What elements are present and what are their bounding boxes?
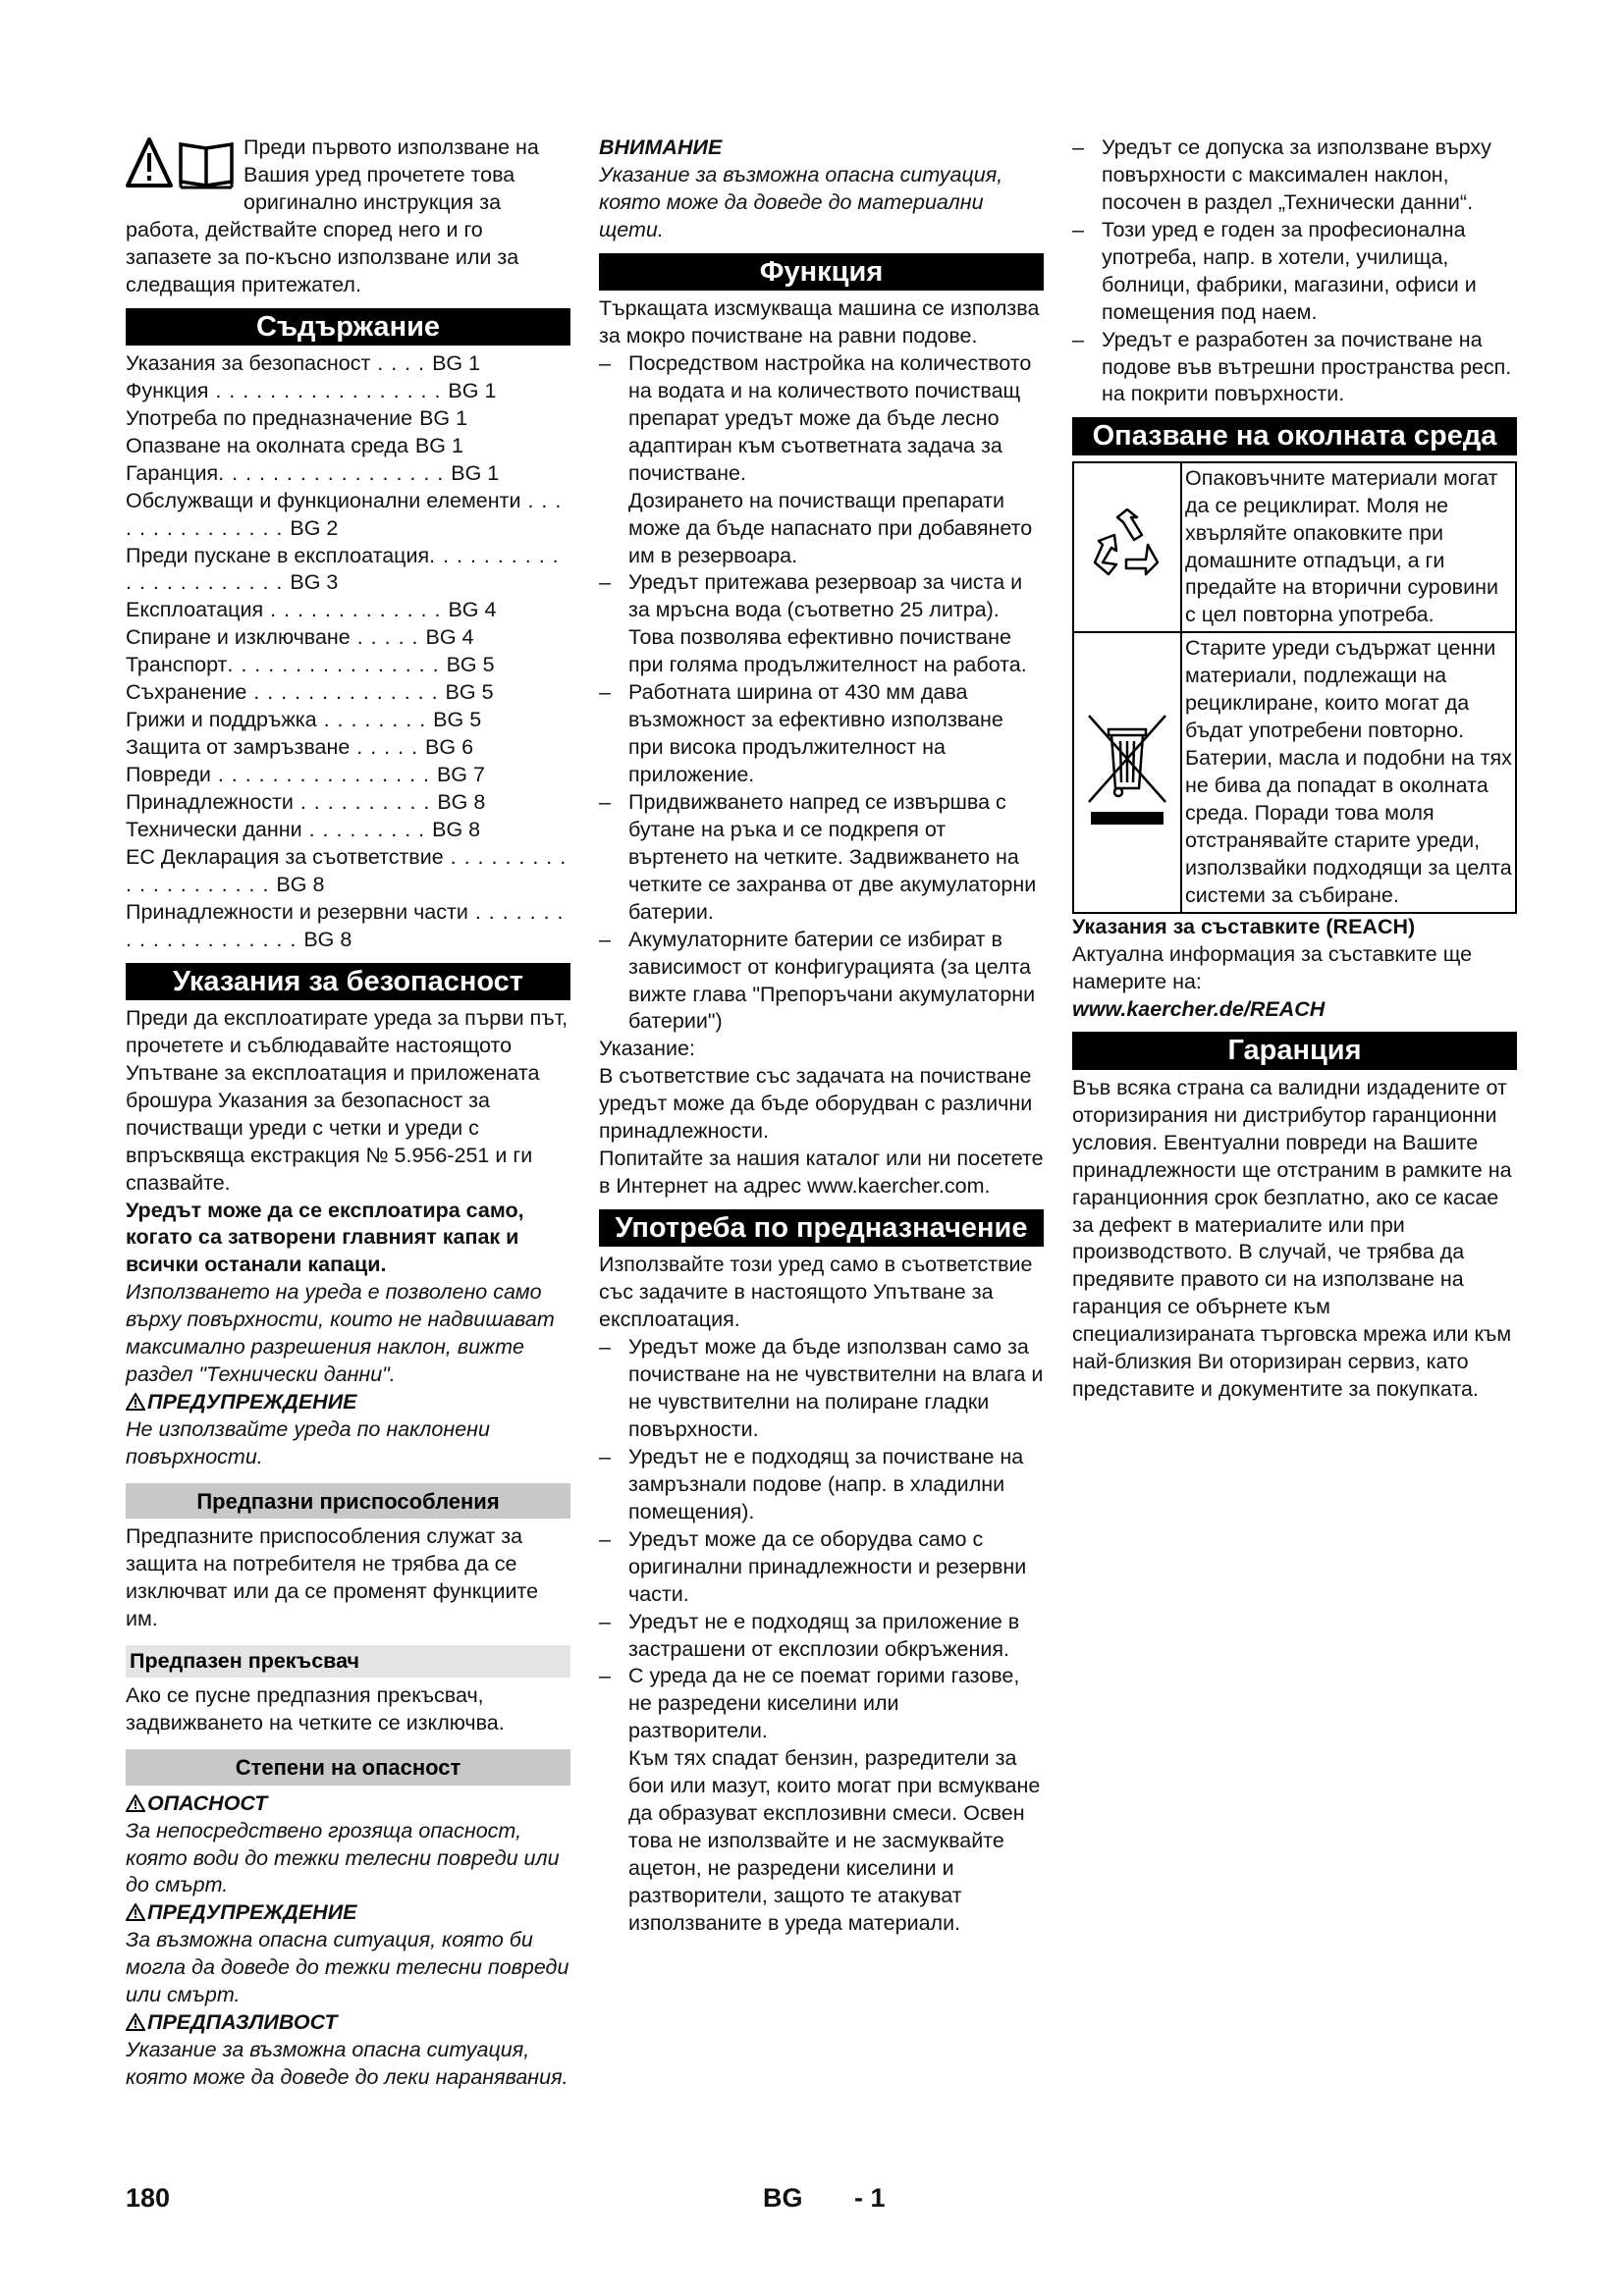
environment-icon-cell	[1073, 632, 1181, 912]
function-heading: Функция	[599, 253, 1044, 291]
safety-paragraph: Преди да експлоатирате уреда за първи път, прочетете и съблюдавайте настоящото Упътване за експлоатация и приложената брошура Указания за безопасност за почистващи уреди с четки и уреди с впръсквяща екстракция № 5.956-251 и ги спазвайте.	[126, 1005, 568, 1195]
toc-entry[interactable]: Технически данни . . . . . . . . . BG 8	[126, 817, 481, 841]
list-item: – Уредът може да бъде използван само за почистване на не чувствителни на влага и не чувствителни на полиране гладки повърхности.	[599, 1335, 1044, 1441]
safety-heading: Указания за безопасност	[126, 963, 570, 1000]
toc-entry[interactable]: Спиране и изключване . . . . . BG 4	[126, 625, 474, 650]
toc-entry[interactable]: Гаранция. . . . . . . . . . . . . . . . . BG 1	[126, 460, 500, 485]
environment-text-cell: Старите уреди съдържат ценни материали, подлежащи на рециклиране, които могат да бъдат употребени повторно. Батерии, масла и подобни на тях не бива да попадат в околната среда. Поради това моля отстранявайте старите уреди, използвайки подходящи за целта системи за събиране.	[1181, 632, 1516, 912]
danger-label: ОПАСНОСТ	[126, 1790, 570, 1818]
function-intro: Търкащата изсмукваща машина се използва за мокро почистване на равни подове.	[599, 296, 1040, 348]
warning-text: Не използвайте уреда по наклонени повърхности.	[126, 1417, 490, 1468]
hazard-levels-heading: Степени на опасност	[126, 1749, 570, 1786]
environment-text-cell: Опаковъчните материали могат да се рециклират. Моля не хвърляйте опаковките при домашните отпадъци, а ги предайте на вторични суровини с цел повторна употреба.	[1181, 462, 1516, 633]
attention-text: Указание за възможна опасна ситуация, която може да доведе до материални щети.	[599, 162, 1003, 241]
list-item: – Работната ширина от 430 мм дава възможност за ефективно използване при висока продължителност на приложение.	[599, 680, 1003, 787]
list-item: – Уредът се допуска за използване върху повърхности с максимален наклон, посочен в раздел „Технически данни“.	[1072, 135, 1491, 214]
warning-triangle-icon	[126, 1393, 145, 1411]
toc-entry[interactable]: Повреди . . . . . . . . . . . . . . . . BG 7	[126, 763, 485, 787]
toc-entry[interactable]: Транспорт. . . . . . . . . . . . . . . . BG 5	[126, 653, 495, 677]
toc-entry[interactable]: Защита от замръзване . . . . . BG 6	[126, 735, 474, 760]
usage-heading: Употреба по предназначение	[599, 1209, 1044, 1247]
toc-entry[interactable]: Експлоатация . . . . . . . . . . . . . BG 4	[126, 598, 497, 622]
safety-devices-heading: Предпазни приспособления	[126, 1483, 570, 1520]
usage-intro: Използвайте този уред само в съответствие със задачите в настоящото Упътване за експлоатация.	[599, 1253, 1033, 1332]
column-3	[1072, 134, 1517, 1404]
list-item: – Акумулаторните батерии се избират в зависимост от конфигурацията (за целта вижте глава "Препоръчани акумулаторни батерии")	[599, 927, 1036, 1034]
warning-level-text: За възможна опасна ситуация, която би могла да доведе до тежки телесни повреди или смърт.	[126, 1928, 569, 2007]
toc-entry[interactable]: Обслужващи и функционални елементи . . . . . . . . . . . . . . . BG 2	[126, 488, 563, 540]
section-page-number: - 1	[854, 2183, 886, 2213]
caution-label: ПРЕДПАЗЛИВОСТ	[126, 2009, 570, 2037]
warning-triangle-icon	[126, 1794, 145, 1812]
warning-level-label: ПРЕДУПРЕЖДЕНИЕ	[126, 1899, 570, 1927]
toc-entry[interactable]: Принадлежности . . . . . . . . . . BG 8	[126, 789, 486, 814]
note-text: В съответствие със задачата на почистване уредът може да бъде оборудван с различни принадлежности.	[599, 1064, 1033, 1144]
page-number: 180	[126, 2183, 171, 2213]
language-code: BG	[763, 2183, 803, 2213]
table-row	[1073, 462, 1516, 633]
safety-devices-text: Предпазните приспособления служат за защита на потребителя не трябва да се изключват или да се променят функциите им.	[126, 1524, 539, 1631]
danger-text: За непосредствено грозяща опасност, която води до тежки телесни повреди или до смърт.	[126, 1818, 560, 1897]
warranty-text: Във всяка страна са валидни издадените от оторизирания ни дистрибутор гаранционни условия. Евентуални повреди на Вашите принадлежности ще отстраним в рамките на гаранционния срок безплатно, ако се касае за дефект в материалите или при производството. В случай, че трябва да предявите правото си на използване на гаранция се обърнете към специализираната търговска мрежа или към най-близкия Ви оторизиран сервиз, като представите и документите за покупката.	[1072, 1075, 1512, 1402]
toc-entry[interactable]: Указания за безопасност . . . . BG 1	[126, 350, 481, 375]
list-item: – Уредът притежава резервоар за чиста и за мръсна вода (съответно 25 литра). Това позволява ефективно почистване при голяма продължителност на работа.	[599, 570, 1027, 677]
toc-entry[interactable]: Употреба по предназначение BG 1	[126, 405, 468, 430]
toc-entry[interactable]: ЕС Декларация за съответствие . . . . . . . . . . . . . . . . . . . . BG 8	[126, 844, 568, 896]
intro-text: Преди първото използване на Вашия уред прочетете това оригинално инструкция за работа, действайте според него и го запазете за по-късно използване или за следващия притежател.	[126, 135, 539, 296]
toc-entry[interactable]: Принадлежности и резервни части . . . . . . . . . . . . . . . . . . . . BG 8	[126, 899, 565, 951]
reach-heading: Указания за съставките (REACH)	[1072, 914, 1416, 938]
toc-entry[interactable]: Опазване на околната среда BG 1	[126, 433, 463, 457]
list-item: – Уредът може да се оборудва само с оригинални принадлежности и резервни части.	[599, 1526, 1027, 1606]
list-item: – Придвижването напред се извършва с бутане на ръка и се подкрепя от въртенето на четките. Задвижването на четките се захранва от две акумулаторни батерии.	[599, 789, 1037, 924]
weee-bin-icon	[1085, 710, 1169, 828]
environment-icon-cell	[1073, 462, 1181, 633]
toc-heading: Съдържание	[126, 308, 570, 346]
list-item: – С уреда да не се поемат горими газове, не разредени киселини или разтворители.	[599, 1664, 1020, 1743]
safety-switch-text: Ако се пусне предпазния прекъсвач, задвижването на четките се изключва.	[126, 1683, 505, 1735]
list-item: – Този уред е годен за професионална употреба, напр. в хотели, училища, болници, фабрики, магазини, офиси и помещения под наем.	[1072, 217, 1477, 324]
safety-slope-paragraph: Използването на уреда е позволено само върху повърхности, които не надвишават максимално разрешения наклон, вижте раздел "Технически данни".	[126, 1280, 555, 1387]
warning-triangle-icon	[126, 1903, 145, 1921]
warning-triangle-icon	[126, 2013, 145, 2031]
list-item: – Уредът не е подходящ за почистване на замръзнали подове (напр. в хладилни помещения).	[599, 1444, 1024, 1523]
caution-text: Указание за възможна опасна ситуация, която може да доведе до леки наранявания.	[126, 2038, 568, 2089]
warning-label: ПРЕДУПРЕЖДЕНИЕ	[126, 1389, 570, 1416]
list-item: – Посредством настройка на количеството на водата и на количеството почистващ препарат уредът може да бъде лесно адаптиран към съответната задача за почистване.	[599, 350, 1032, 485]
column-2	[599, 134, 1044, 1938]
recycle-icon	[1087, 506, 1167, 582]
list-item: – Уредът не е подходящ за приложение в застрашени от експлозии обкръжения.	[599, 1609, 1020, 1661]
attention-label: ВНИМАНИЕ	[599, 135, 723, 159]
environment-heading: Опазване на околната среда	[1072, 417, 1517, 454]
reach-link[interactable]: www.kaercher.de/REACH	[1072, 996, 1326, 1021]
toc-entry[interactable]: Съхранение . . . . . . . . . . . . . . BG 5	[126, 680, 494, 705]
toc-entry[interactable]: Грижи и поддръжка . . . . . . . . BG 5	[126, 708, 482, 732]
environment-table	[1072, 461, 1517, 914]
toc-entry[interactable]: Преди пускане в експлоатация. . . . . . . . . . . . . . . . . . . . . . BG 3	[126, 543, 560, 595]
safety-switch-heading: Предпазен прекъсвач	[126, 1645, 570, 1678]
note-label: Указание:	[599, 1037, 695, 1061]
warning-manual-icon	[126, 136, 238, 189]
table-row	[1073, 632, 1516, 912]
list-item: – Уредът е разработен за почистване на подове във вътрешни пространства респ. на покрити повърхности.	[1072, 327, 1512, 406]
intro	[126, 134, 570, 299]
note-website: Попитайте за нашия каталог или ни посетете в Интернет на адрес www.kaercher.com.	[599, 1147, 1044, 1199]
list-item-extra: Дозирането на почистващи препарати може да бъде напаснато при добавянето им в резервоара.	[628, 488, 1033, 567]
reach-text: Актуална информация за съставките ще намерите на:	[1072, 941, 1473, 993]
column-1	[126, 134, 570, 2092]
table-of-contents	[126, 350, 570, 954]
warranty-heading: Гаранция	[1072, 1032, 1517, 1069]
safety-bold-paragraph: Уредът може да се експлоатира само, когато са затворени главният капак и всички останали капаци.	[126, 1198, 524, 1277]
toc-entry[interactable]: Функция . . . . . . . . . . . . . . . . . BG 1	[126, 378, 497, 402]
list-item-extra: Към тях спадат бензин, разредители за бои или мазут, които могат при всмукване да образуват експлозивни смеси. Освен това не използвайте и не засмуквайте ацетон, не разредени киселини и разтворители, защото те атакуват използваните в уреда материали.	[628, 1746, 1041, 1935]
